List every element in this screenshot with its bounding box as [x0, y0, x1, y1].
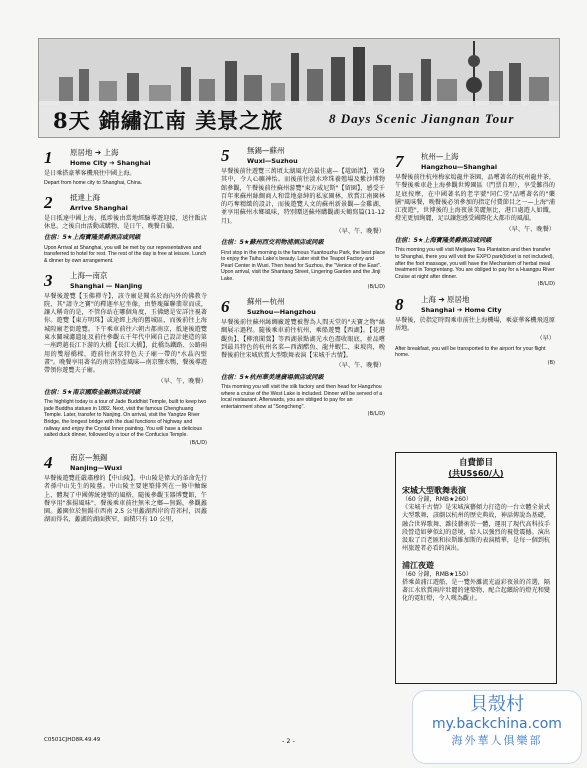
day-7 — [395, 152, 555, 289]
route-chinese: 上海 ➔ 原居地 — [421, 294, 470, 304]
day-number: 6 — [221, 296, 230, 316]
itinerary-english: Depart from home city to Shanghai, China. — [44, 180, 143, 187]
route-chinese: 南京—無錫 — [70, 452, 108, 462]
itinerary-english: This morning you will visit the silk factory and then head for Hangzhou where a cruise of the West Lake is included. Dinner will be served of a local restaurant. Afterwards, you are obliged to pay for an entertainment show at "Songcheng". — [221, 384, 383, 410]
itinerary-chinese: 早餐後前往蘇州絲綢廠遊覽被譽為人間天堂的"天寶之物"絲綢展示過程。隨後乘車前往杭州，乘船遊覽【西湖】。【花港觀魚】、【柳浪聞鶯】等西湖景點湖光水色盡收眼底，並品嚐到最具特色的杭州名菜—西湖醋魚、龍井蝦仁、東坡肉，晚餐後前往宋城欣賞大型歌舞表演【宋城千古情】。 — [221, 318, 385, 360]
route-chinese: 抵達上海 — [70, 192, 100, 202]
day-number: 7 — [395, 152, 404, 171]
day-number: 3 — [44, 270, 53, 290]
route-english: Shanghai ➔ Home City — [421, 305, 502, 314]
meal-code: (B) — [547, 359, 555, 366]
day-6 — [221, 297, 385, 419]
itinerary-english: The highlight today is a tour of Jade Buddhist Temple, built to keep two jade Buddha statues in 1882. Next, visit the famous Chenghuang Temple. Later, transfer to Nanjing. On arrival, visit the Yangtze River Bridge, the longest bridge with the dual functions of highway and railway and enjoy the Crystal Inner painting. You will have a delicious salted duck dinner, followed by a tour of the Confucius Temple. — [44, 399, 207, 439]
optional-item-price: （60 分鐘，RMB★260） — [402, 496, 472, 503]
title-chinese: 8天 錦繡江南 美景之旅 — [53, 108, 284, 133]
banner — [38, 38, 560, 138]
day-2 — [44, 193, 207, 265]
day-number: 2 — [44, 192, 53, 212]
route-english: Suzhou—Hangzhou — [247, 307, 316, 316]
watermark-url: my.backchina.com — [432, 716, 562, 732]
hotel-line: 住宿：5★上海寶隆美爵酒店或同級 — [44, 234, 141, 242]
optional-item-name: 浦江夜遊 — [402, 560, 434, 570]
watermark-subtitle: 海外華人俱樂部 — [451, 734, 543, 747]
itinerary-chinese: 早餐後，於指定時間乘車前往上海機場，乘豪華客機飛返原居地。 — [395, 316, 555, 332]
hotel-line: 住宿：5★杭州華美達廣場酒店或同級 — [221, 373, 324, 381]
meals-line: （早、午、晚餐） — [335, 228, 385, 236]
itinerary-chinese: 早餐後遊覽【玉佛禪寺】，該寺廟是聞名於海內外的佛教寺院，其"請寺之寶"的釋迦牟尼坐像，由整塊羅聯翡翠而成，讓人稱奇的是，不管你站在哪個角度，玉佛總是安詳注視著你。遊覽【東方明珠】或途經上海的舊城區，而後前往上海城隍廟老街遊覽。下午乘車前往六朝古都南京，抵達後遊覽東水關城濾遺址及前往參觀五千年代中國自己設計建造的第一座跨越長江下游的大橋【長江大橋】，此橋為鐵路、公路兩用的雙層橋樑，遊前往南京特色夫子廟一帶的"水晶內壁畫"。晚餐享用著名的南京特產風味—南京鹽水鴨，餐後導遊帶領你遊覽夫子廟。 — [44, 292, 207, 375]
day-number: 1 — [44, 148, 53, 167]
day-number: 8 — [395, 294, 404, 314]
day-4 — [44, 453, 207, 525]
column-right — [395, 152, 555, 373]
route-chinese: 杭州—上海 — [421, 152, 459, 161]
optional-item-description: 《宋城千古情》是宋城演藝傾力打造的一台立體全景式大型歌舞，該劇以杭州的歷史典故，神話傳說為基礎，融合世界歌舞、雜技藝術於一體，運用了現代高科技手段營造如夢似幻的意境，給人以強烈的視覺震撼。演出汲取了百老匯和拉斯維加斯的表演精華，是每一個到杭州旅遊者必看的演出。 — [402, 504, 550, 553]
column-left — [44, 148, 207, 531]
itinerary-chinese: 早餐後前往遊覽三萬頃太湖風光的最佳處—【鼋頭渚】，置身其中，令人心曠神怡。而後前往淡水珍珠養殖場及紫沙博物館參觀，午餐後前往蘇州游覽"東方威尼斯"【留園】，感受千百年來蘇州絲綢商人和當地豪紳的私家園林，欣賞江南園林的巧奪精緻的設計，而後遊覽人文的蘇州新景觀—金雞湖，並享用蘇州水鄉風味，特別贈送蘇州購觀湖天鶴寫篇(11-12 月)。 — [221, 168, 385, 225]
itinerary-english: First stop in the morning is the famous Yuantouzhu Park, the best place to enjoy the Taihu Lake's beauty. Later visit the Teapot Factory and Pearl Center in Wuxi. Then head for Suzhou, the "Venice of the East". Upon arrival, visit the Shantang Street, Lingering Garden and the Jinji Lake. — [221, 249, 385, 283]
route-english: Wuxi—Suzhou — [247, 157, 298, 165]
route-chinese: 無錫—蘇州 — [247, 146, 285, 155]
optional-subtitle: (共US$60/人) — [448, 469, 504, 478]
footer-code: C0501CJHD8R.49.49 — [44, 737, 101, 743]
hotel-line: 住宿：5★上海寶隆美爵酒店或同級 — [395, 237, 492, 245]
day-3 — [44, 271, 207, 447]
page-number: - 2 - — [282, 737, 295, 745]
itinerary-english: This morning you will visit Meijiawu Tea Plantation and then transfer to Shanghai, there you will visit the EXPO park(ticket is not included), after the foot massage, you will have the Mechanism of herbal meal treatment in Tongrentang. You are obliged to pay for a Huangpu River Cruise at night after dinner. — [395, 247, 555, 280]
itinerary-chinese: 是日乘搭豪華客機飛往中國上海。 — [44, 170, 136, 177]
day-number: 5 — [221, 146, 230, 165]
route-english: Arrive Shanghai — [70, 203, 128, 212]
optional-item-description: 搭乘黃浦江遊船，是一覽外灘流光溢彩夜景的首選，隔著江水欣賞兩岸壯麗的建築物，配合起繽紛的燈光和變化的霓虹燈，令人嘆為觀止。 — [402, 578, 550, 603]
meal-code: (B/L/D) — [367, 283, 385, 290]
itinerary-english: Upon Arrival at Shanghai, you will be met by our representatives and transferred to hotel for rest. The rest of the day is free at leisure. Lunch & dinner by own arrangement. — [44, 244, 207, 264]
site-watermark — [412, 690, 582, 764]
meals-line: （早、午、晚餐） — [335, 362, 385, 370]
meal-code: (B/L/D) — [189, 439, 207, 446]
optional-item — [396, 560, 556, 604]
optional-program-box — [395, 452, 557, 684]
route-english: Nanjing—Wuxi — [70, 463, 123, 472]
day-8 — [395, 295, 555, 367]
meal-code: (B/L/D) — [367, 411, 385, 418]
itinerary-chinese: 是日抵達中國上海，抵埗後由當地經驗導遊迎接，送往飯店休息。之後自由活動或購物，是日午、晚餐自備。 — [44, 214, 207, 231]
banner-title-strip — [39, 101, 560, 137]
meals-line: （早、午、晚餐） — [157, 377, 207, 385]
optional-item-name: 宋城大型歌舞表演 — [402, 486, 466, 495]
hotel-line: 住宿：5★蘇州西交利物浦酒店或同級 — [221, 239, 324, 247]
meals-line: （早、午、晚餐） — [505, 225, 555, 233]
route-chinese: 蘇州—杭州 — [247, 296, 285, 306]
optional-item — [396, 485, 556, 554]
title-english: 8 Days Scenic Jiangnan Tour — [329, 111, 515, 126]
meal-code: (B/L/D) — [537, 281, 555, 288]
hotel-line: 住宿：5★南京國際金融酒店或同級 — [44, 388, 141, 396]
optional-title: 自費節目 — [458, 458, 493, 468]
itinerary-chinese: 早餐後前往杭州梅家塢龍井茶園，品嚐著名的杭州龍井茶，午餐後乘車赴上海參觀世博園區（門票自理），享受難得的足底按摩，在中國著名的老字號"同仁堂"品嚐著名的"藥膳"風味餐，晚餐後必須參加的指定付費節目之一—上海"浦江夜遊"，世博後的上海夜景美麗無比，港口處遊人如織，燈光更加絢麗，足以讓您感受國際化大都市的風韻。 — [395, 174, 555, 223]
route-english: Shanghai — Nanjing — [70, 281, 143, 290]
watermark-name: 貝殼村 — [470, 694, 524, 715]
route-english: Hangzhou—Shanghai — [421, 163, 498, 171]
day-5 — [221, 146, 385, 291]
optional-item-price: （60 分鐘，RMB★150） — [402, 570, 472, 578]
itinerary-chinese: 早餐後遊覽莊嚴肅穆的【中山陵】。中山陵是偉大的革命先行者孫中山先生的陵墓。中山陵主要建築排列在一條中軸線上，體現了中國傳統建築的風格，隨後參觀玉器博覽館，午餐享用"淮揚風味"，餐後乘車前往無米之鄉—無錫，參觀蠡園。蠡園位於無錫市西南 2.5 公里蠡湖西岸的青祁村，因蠡湖而得名，蠡湖的湖面狹窄，面積只有 10 公里， — [44, 474, 207, 524]
route-chinese: 上海—南京 — [70, 270, 108, 280]
column-middle — [221, 146, 385, 425]
meals-line: （早） — [536, 335, 555, 343]
itinerary-english: After breakfast, you will be transported to the airport for your flight home. — [395, 345, 546, 359]
route-chinese: 原居地 ➔ 上海 — [70, 148, 119, 157]
route-english: Home City ➔ Shanghai — [70, 159, 151, 167]
day-1 — [44, 148, 207, 187]
day-number: 4 — [44, 452, 53, 472]
